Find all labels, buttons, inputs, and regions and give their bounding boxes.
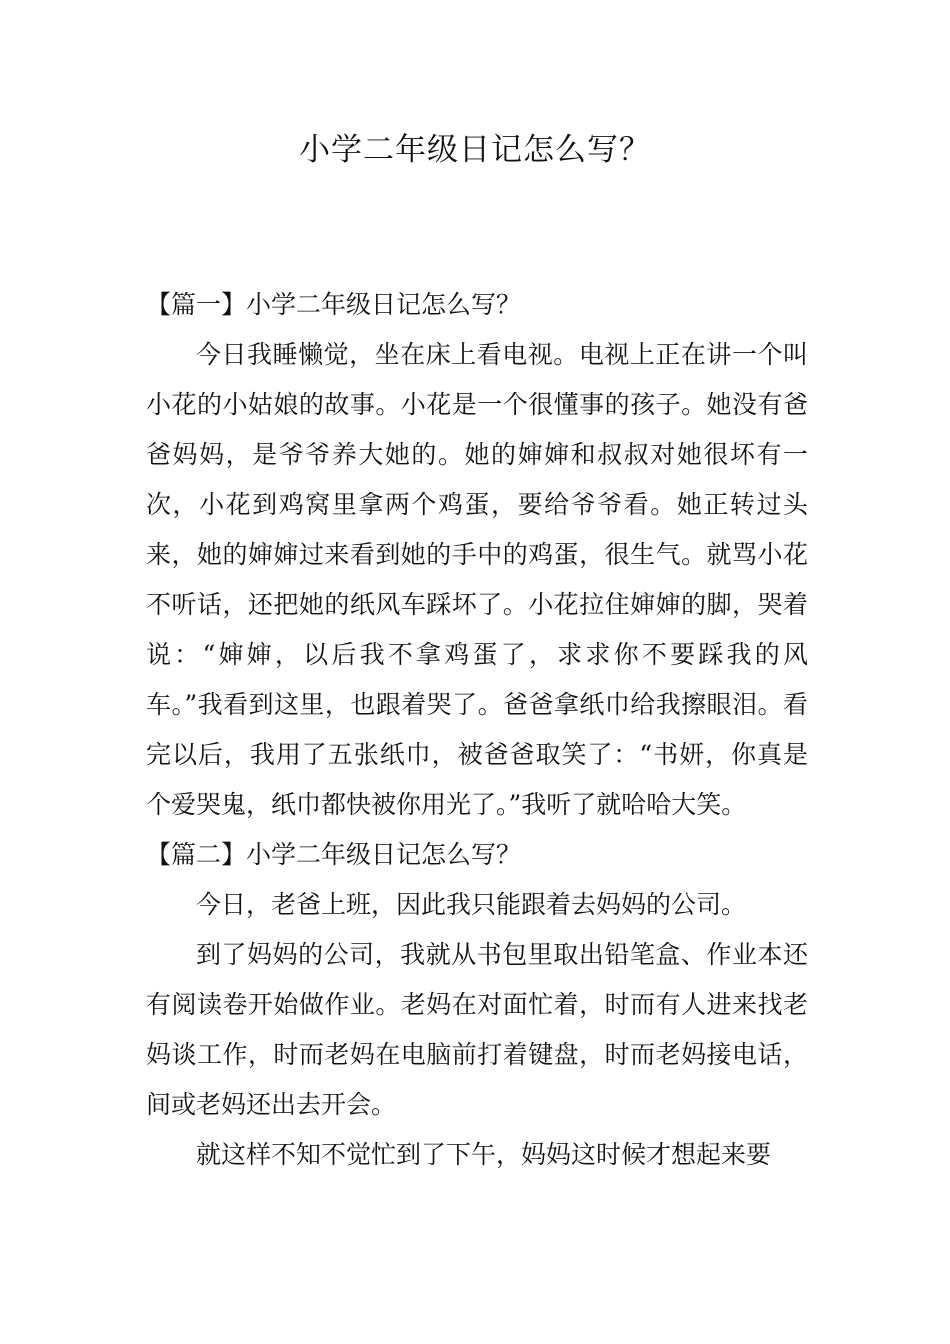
section-2-paragraph-1: 今日，老爸上班，因此我只能跟着去妈妈的公司。 — [196, 890, 747, 919]
document-body — [146, 280, 808, 1180]
section-heading-2: 【篇二】小学二年级日记怎么写？ — [146, 840, 522, 869]
section-1-paragraph-1: 今日我睡懒觉，坐在床上看电视。电视上正在讲一个叫小花的小姑娘的故事。小花是一个很懂事的孩子。她没有爸爸妈妈，是爷爷养大她的。她的婶婶和叔叔对她很坏有一次，小花到鸡窝里拿两个鸡蛋，要给爷爷看。她正转过头来，她的婶婶过来看到她的手中的鸡蛋，很生气。就骂小花不听话，还把她的纸风车踩坏了。小花拉住婶婶的脚，哭着说：“婶婶，以后我不拿鸡蛋了，求求你不要踩我的风车。”我看到这里，也跟着哭了。爸爸拿纸巾给我擦眼泪。看完以后，我用了五张纸巾，被爸爸取笑了：“书妍，你真是个爱哭鬼，纸巾都快被你用光了。”我听了就哈哈大笑。 — [146, 340, 808, 819]
section-heading-1: 【篇一】小学二年级日记怎么写？ — [146, 290, 522, 319]
document-title: 小学二年级日记怎么写？ — [299, 132, 651, 168]
section-2-paragraph-3: 就这样不知不觉忙到了下午，妈妈这时候才想起来要 — [196, 1140, 772, 1169]
section-2-paragraph-2: 到了妈妈的公司，我就从书包里取出铅笔盒、作业本还有阅读卷开始做作业。老妈在对面忙着，时而有人进来找老妈谈工作，时而老妈在电脑前打着键盘，时而老妈接电话，间或老妈还出去开会。 — [146, 940, 808, 1119]
